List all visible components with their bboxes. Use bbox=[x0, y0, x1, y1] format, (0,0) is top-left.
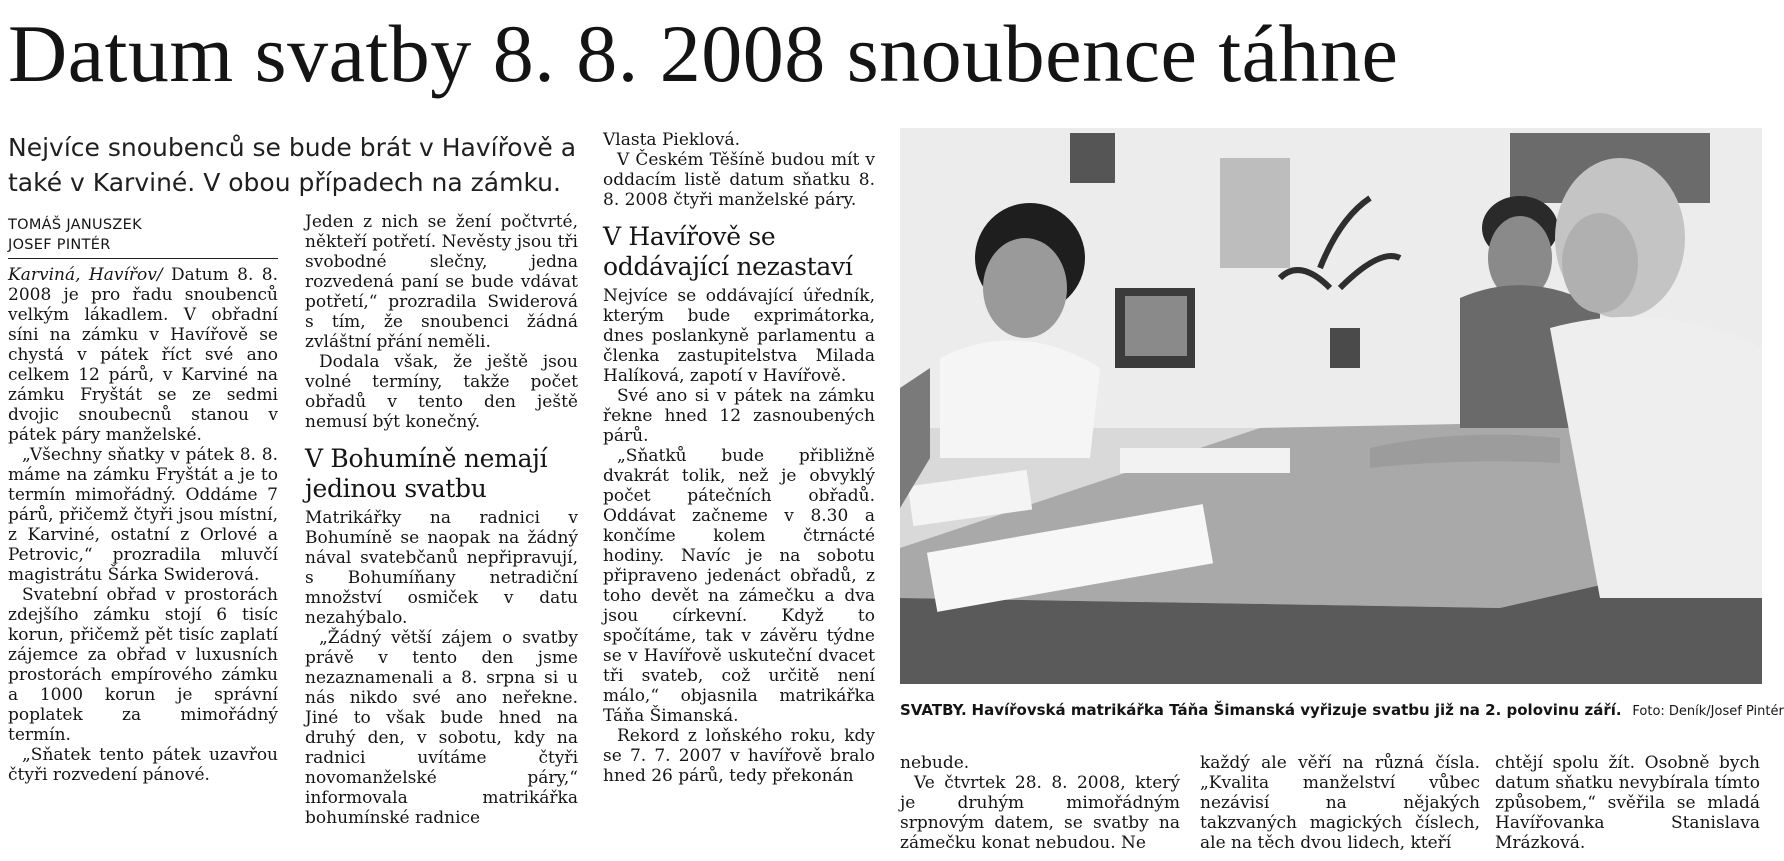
photo-woman-top bbox=[940, 340, 1100, 458]
paragraph: nebude. bbox=[900, 753, 970, 773]
paragraph: Svatební obřad v prostorách zdejšího zámku stojí 6 tisíc korun, přičemž pět tisíc zaplatí zájemce za obřad v luxusních prostorách empírového zámku a 1000 korun je správní poplatek za mimořádný termín. bbox=[8, 585, 278, 745]
article-column-5 bbox=[1200, 753, 1480, 861]
paragraph bbox=[8, 265, 278, 445]
article-column-3 bbox=[603, 130, 875, 788]
photo-wall-frame bbox=[1070, 133, 1115, 183]
photo-illustration bbox=[900, 128, 1762, 684]
author-name: JOSEF PINTÉR bbox=[8, 237, 111, 253]
paragraph: chtějí spolu žít. Osobně bych datum sňatku nevybírala tímto způsobem,“ svěřila se mladá Havířovanka Stanislava Mrázková. bbox=[1495, 753, 1760, 853]
paragraph: Matrikářky na radnici v Bohumíně se naopak na žádný nával svatebčanů nepřipravují, s Bohumíňany netradiční množství osmiček v datu nezahýbalo. bbox=[305, 508, 578, 628]
byline bbox=[8, 215, 278, 259]
paragraph: Ve čtvrtek 28. 8. 2008, který je druhým mimořádným srpnovým datem, se svatby na zámečku konat nebudou. Ne bbox=[900, 773, 1180, 853]
paragraph: každý ale věří na různá čísla. „Kvalita manželství vůbec nezávisí na nějakých takzvaných magických číslech, ale na těch dvou lidech, kteří bbox=[1200, 753, 1480, 853]
article-column-2 bbox=[305, 212, 578, 860]
paragraph: Rekord z loňského roku, kdy se 7. 7. 2007 v havířově bralo hned 26 párů, tedy překonán bbox=[603, 726, 875, 786]
photo-form bbox=[1120, 448, 1290, 473]
photo-plant-pot bbox=[1330, 328, 1360, 368]
caption-text: Havířovská matrikářka Táňa Šimanská vyřizuje svatbu již na 2. polovinu září. bbox=[971, 701, 1622, 719]
headline: Datum svatby 8. 8. 2008 snoubence táhne bbox=[8, 8, 1399, 99]
article-column-6 bbox=[1495, 753, 1760, 861]
lead-paragraph: Nejvíce snoubenců se bude brát v Havířově a také v Karviné. V obou případech na zámku. bbox=[8, 133, 577, 197]
paragraph: Vlasta Pieklová. bbox=[603, 130, 740, 150]
paragraph-text: Datum 8. 8. 2008 je pro řadu snoubenců velkým lákadlem. V obřadní síni na zámku v Havířově se chystá v pátek říct své ano celkem 12 párů, v Karviné na zámku Fryštát se ze sedmi dvojic snoubecnů stanou v pátek páry manželské. bbox=[8, 265, 278, 445]
paragraph: V Českém Těšíně budou mít v oddacím listě datum sňatku 8. 8. 2008 čtyři manželské páry. bbox=[603, 150, 875, 210]
photo-monitor-screen bbox=[1125, 296, 1187, 356]
paragraph: „Všechny sňatky v pátek 8. 8. máme na zámku Fryštát a je to termín mimořádný. Oddáme 7 párů, přičemž čtyři jsou místní, z Karviné, ostatní z Orlové a Petrovic,“ prozradila mluvčí magistrátu Šárka Swiderová. bbox=[8, 445, 278, 585]
photo-notice-board bbox=[1220, 158, 1290, 268]
caption-label: SVATBY. bbox=[900, 701, 967, 719]
photo-caption bbox=[900, 700, 1784, 722]
subheading-havirov: V Havířově se oddávající nezastaví bbox=[603, 222, 853, 281]
photo-woman-face bbox=[983, 238, 1067, 338]
paragraph: Dodala však, že ještě jsou volné termíny, takže počet obřadů v tento den ještě nemusí být konečný. bbox=[305, 352, 578, 432]
paragraph: „Sňatek tento pátek uzavřou čtyři rozvedení pánové. bbox=[8, 745, 278, 785]
author-name: TOMÁŠ JANUSZEK bbox=[8, 217, 142, 233]
paragraph: Své ano si v pátek na zámku řekne hned 12 zasnoubených párů. bbox=[603, 386, 875, 446]
photo-girl-face bbox=[1562, 213, 1638, 313]
article-column-4 bbox=[900, 753, 1180, 861]
paragraph: „Žádný větší zájem o svatby právě v tento den jsme nezaznamenali a 8. srpna si u nás nikdo své ano neřekne. Jiné to však bude hned na druhý den, v sobotu, kdy na radnici uvítáme čtyři novomanželské páry,“ informovala matrikářka bohumínské radnice bbox=[305, 628, 578, 828]
dateline: Karviná, Havířov/ bbox=[8, 265, 163, 285]
subheading-bohumin: V Bohumíně nemají jedinou svatbu bbox=[305, 444, 548, 503]
photo-credit: Foto: Deník/Josef Pintér bbox=[1632, 704, 1784, 719]
paragraph: Nejvíce se oddávající úředník, kterým bude exprimátorka, dnes poslankyně parlamentu a členka zastupitelstva Milada Halíková, zapotí v Havířově. bbox=[603, 286, 875, 386]
paragraph: „Sňatků bude přibližně dvakrát tolik, než je obvyklý počet pátečních obřadů. Oddávat začneme v 8.30 a končíme kolem čtrnácté hodiny. Navíc je na sobotu připraveno jedenáct obřadů, z toho devět na zámečku a dva jsou církevní. Když to spočítáme, tak v závěru týdne se v Havířově uskuteční dvacet tři svateb, což určitě není málo,“ objasnila matrikářka Táňa Šimanská. bbox=[603, 446, 875, 726]
news-photo bbox=[900, 128, 1762, 684]
paragraph: Jeden z nich se žení počtvrté, někteří potřetí. Nevěsty jsou tři svobodné slečny, jedna rozvedená paní se bude vdávat potřetí,“ prozradila Swiderová s tím, že snoubenci žádná zvláštní přání neměli. bbox=[305, 212, 578, 352]
article-column-1 bbox=[8, 265, 278, 860]
